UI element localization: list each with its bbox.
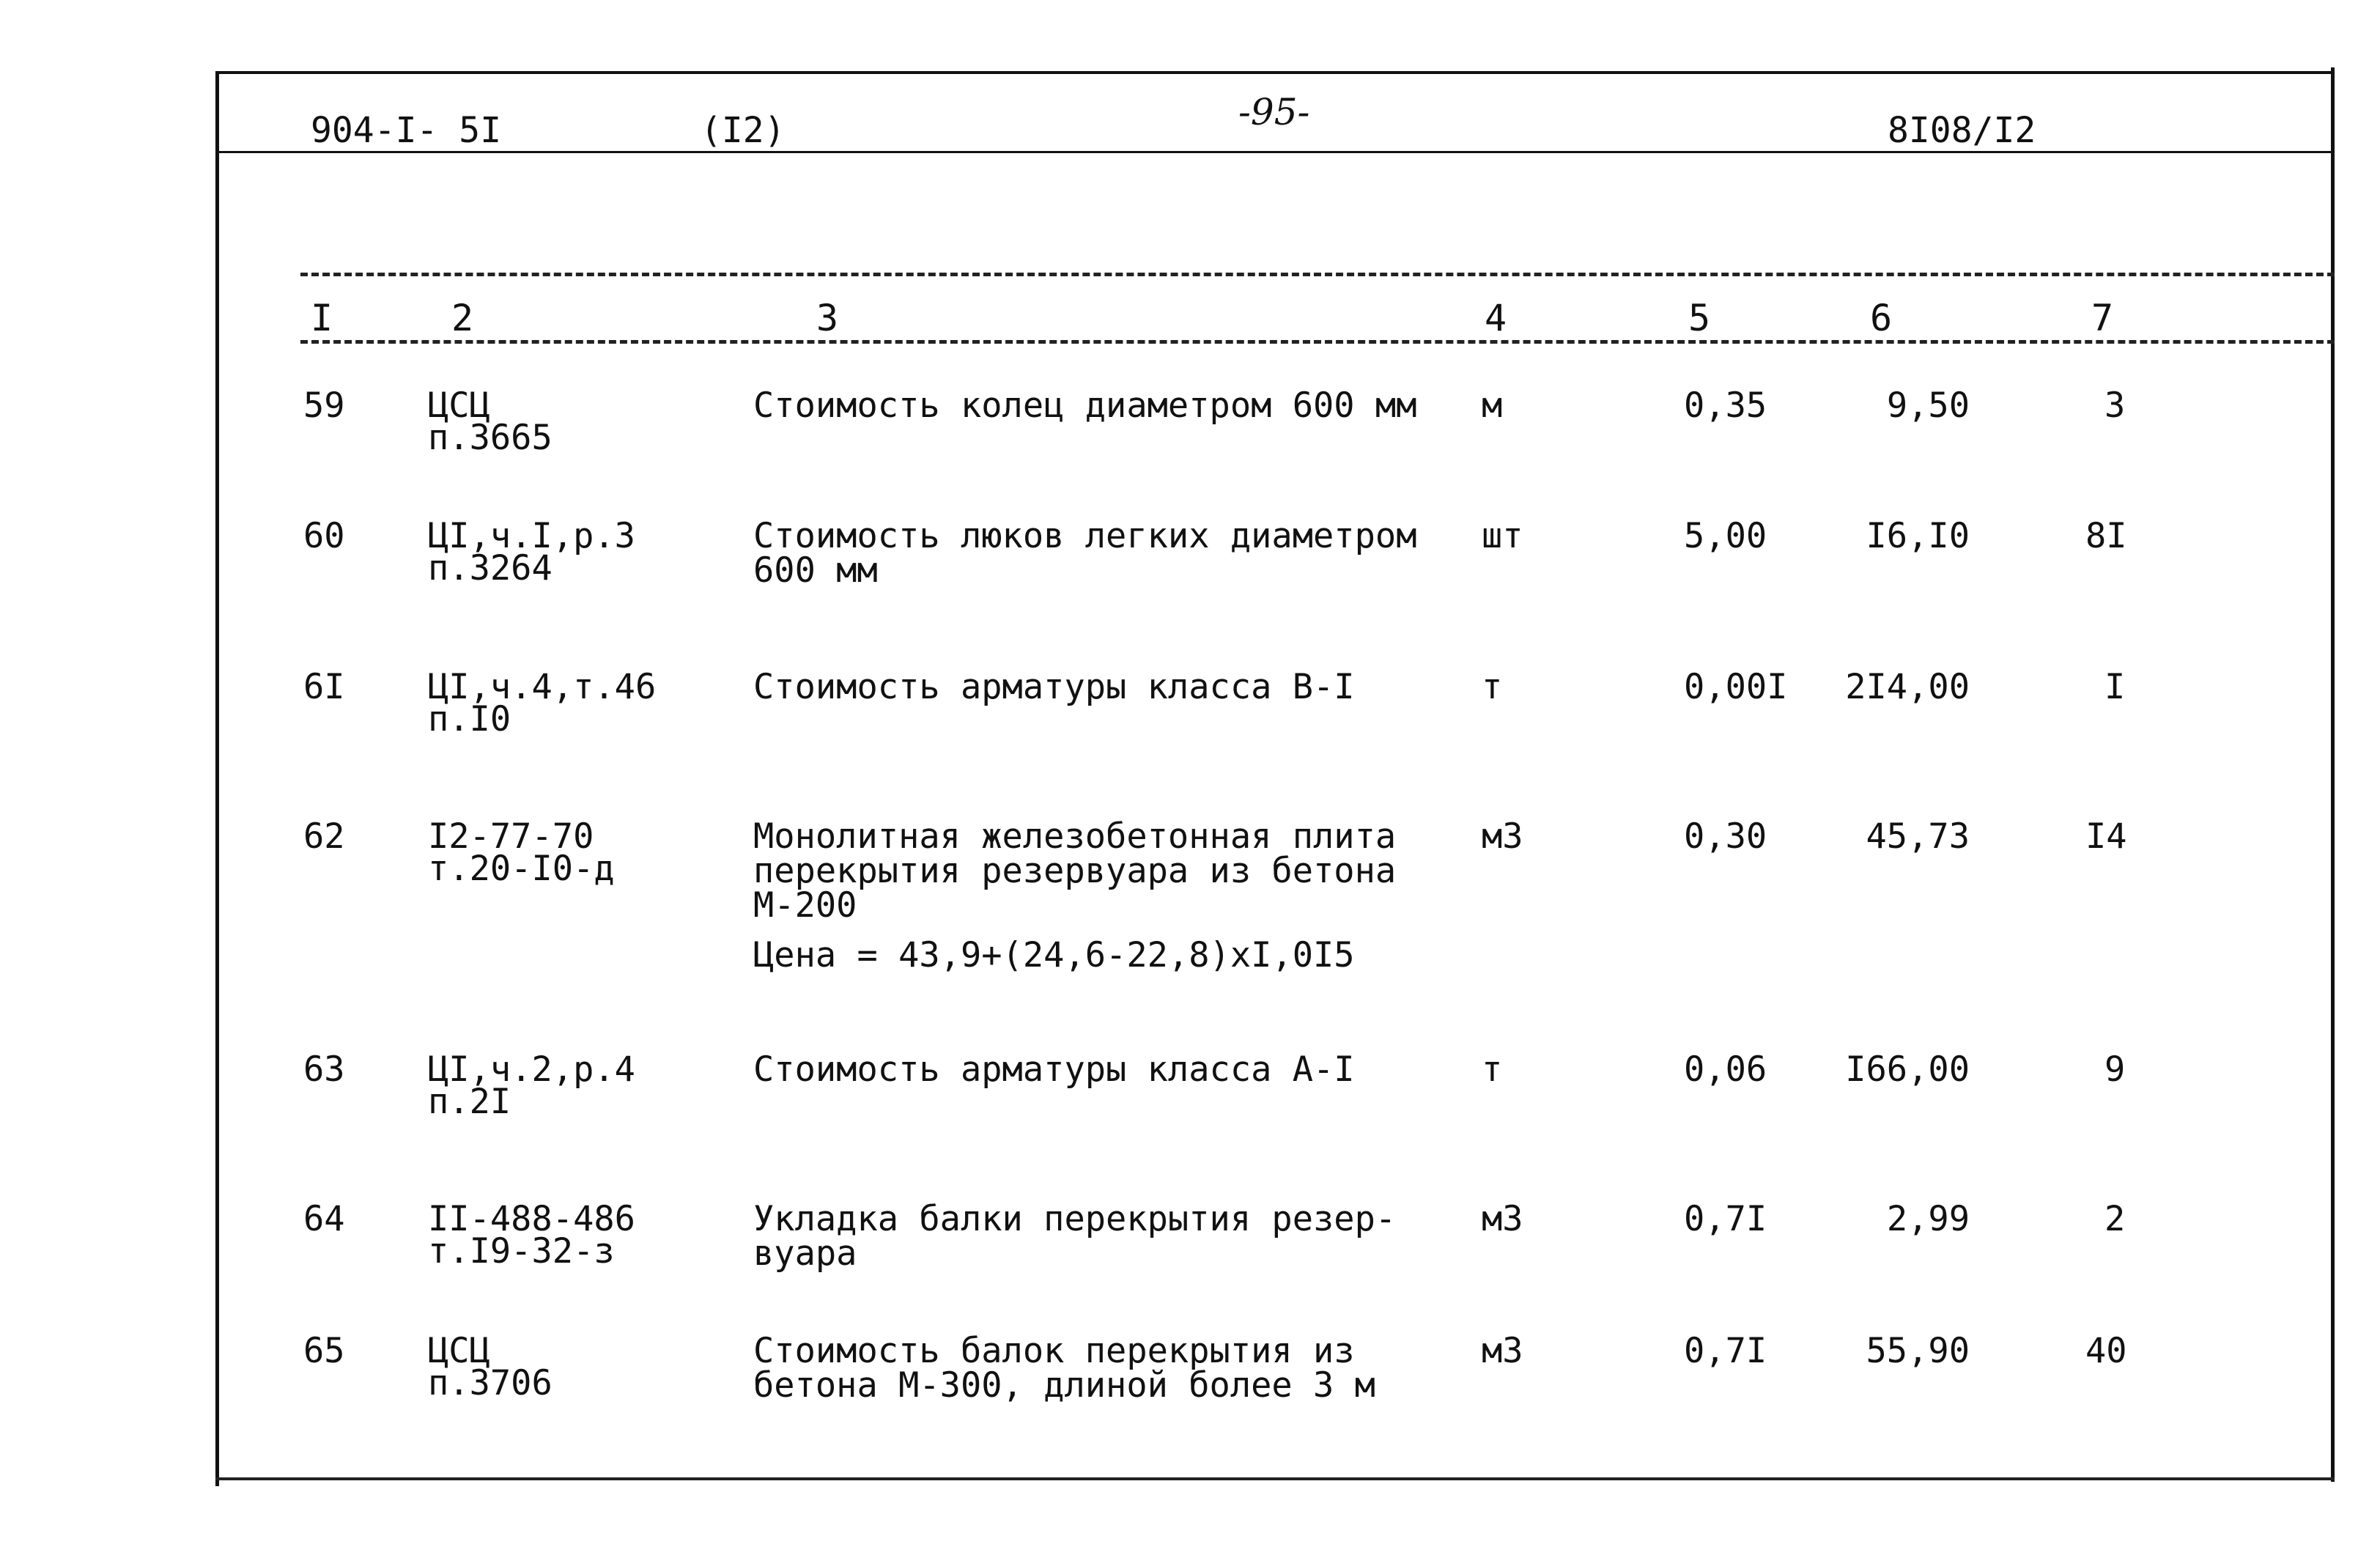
row-number: 64 (303, 1199, 345, 1239)
row-number: 62 (303, 816, 345, 857)
column-number-7: 7 (2091, 297, 2114, 339)
quantity: 0,30 (1684, 816, 1767, 857)
quantity: 0,7I (1684, 1199, 1767, 1239)
norm-item: т.20-I0-д (428, 849, 615, 889)
unit-price: 9,50 (1886, 385, 1970, 426)
total-cost: I (2104, 667, 2126, 707)
quantity: 0,06 (1684, 1049, 1767, 1090)
column-number-1: I (311, 297, 333, 339)
unit: м (1482, 385, 1503, 426)
norm-code: ЦСЦ (428, 385, 490, 426)
column-number-2: 2 (451, 297, 474, 339)
norm-code: II-488-486 (428, 1199, 635, 1239)
unit-price: 2I4,00 (1845, 667, 1970, 707)
row-number: 65 (303, 1331, 345, 1371)
norm-item: п.3264 (428, 548, 552, 588)
unit-price: 55,90 (1866, 1331, 1970, 1371)
unit: м3 (1482, 816, 1523, 857)
total-cost: 8I (2085, 516, 2127, 556)
table-header-dashed-bottom (300, 340, 2335, 344)
norm-item: п.3706 (428, 1363, 552, 1403)
total-cost: 9 (2104, 1049, 2126, 1090)
page-number: -95- (1238, 91, 1310, 133)
column-number-6: 6 (1870, 297, 1893, 339)
unit: т (1482, 667, 1503, 707)
column-number-5: 5 (1688, 297, 1711, 339)
table-header-dashed-top (300, 273, 2335, 276)
page-frame-top (215, 71, 2335, 74)
unit: м3 (1482, 1199, 1523, 1239)
unit: т (1482, 1049, 1503, 1090)
unit-price: 45,73 (1866, 816, 1970, 857)
work-description: Стоимость арматуры класса А-I (753, 1049, 1355, 1090)
quantity: 5,00 (1684, 516, 1767, 556)
norm-code: ЦI,ч.4,т.46 (428, 667, 657, 707)
unit: шт (1482, 516, 1523, 556)
page-frame-left (215, 72, 219, 1486)
row-number: 60 (303, 516, 345, 556)
total-cost: 2 (2104, 1199, 2126, 1239)
work-description: Стоимость колец диаметром 600 мм (753, 385, 1417, 426)
unit: м3 (1482, 1331, 1523, 1371)
sheet-code: 8I08/I2 (1888, 110, 2036, 151)
section-number: (I2) (701, 110, 786, 151)
norm-item: п.I0 (428, 699, 511, 739)
norm-item: т.I9-32-з (428, 1231, 615, 1271)
norm-code: I2-77-70 (428, 816, 594, 857)
total-cost: 3 (2104, 385, 2126, 426)
row-number: 63 (303, 1049, 345, 1090)
column-number-4: 4 (1485, 297, 1507, 339)
total-cost: 40 (2085, 1331, 2127, 1371)
norm-code: ЦСЦ (428, 1331, 490, 1371)
norm-item: п.3665 (428, 418, 552, 458)
work-description: Стоимость арматуры класса В-I (753, 667, 1355, 707)
work-description: Укладка балки перекрытия резер- вуара (753, 1199, 1397, 1274)
row-number: 59 (303, 385, 345, 426)
column-number-3: 3 (816, 297, 839, 339)
unit-price: I6,I0 (1866, 516, 1970, 556)
quantity: 0,35 (1684, 385, 1767, 426)
quantity: 0,7I (1684, 1331, 1767, 1371)
price-formula: Цена = 43,9+(24,6-22,8)хI,0I5 (753, 935, 1355, 975)
header-rule (219, 151, 2331, 153)
work-description: Стоимость люков легких диаметром 600 мм (753, 516, 1417, 591)
doc-code: 904-I- 5I (311, 110, 502, 151)
norm-code: ЦI,ч.I,р.3 (428, 516, 635, 556)
unit-price: 2,99 (1886, 1199, 1970, 1239)
total-cost: I4 (2085, 816, 2127, 857)
quantity: 0,00I (1684, 667, 1788, 707)
norm-code: ЦI,ч.2,р.4 (428, 1049, 635, 1090)
page-frame-bottom (215, 1477, 2335, 1480)
work-description: Стоимость балок перекрытия из бетона М-300, длиной более 3 м (753, 1331, 1375, 1406)
page-frame-right (2331, 67, 2335, 1482)
work-description: Монолитная железобетонная плита перекрытия резервуара из бетона М-200 (753, 816, 1397, 926)
unit-price: I66,00 (1845, 1049, 1970, 1090)
row-number: 6I (303, 667, 345, 707)
norm-item: п.2I (428, 1082, 511, 1122)
